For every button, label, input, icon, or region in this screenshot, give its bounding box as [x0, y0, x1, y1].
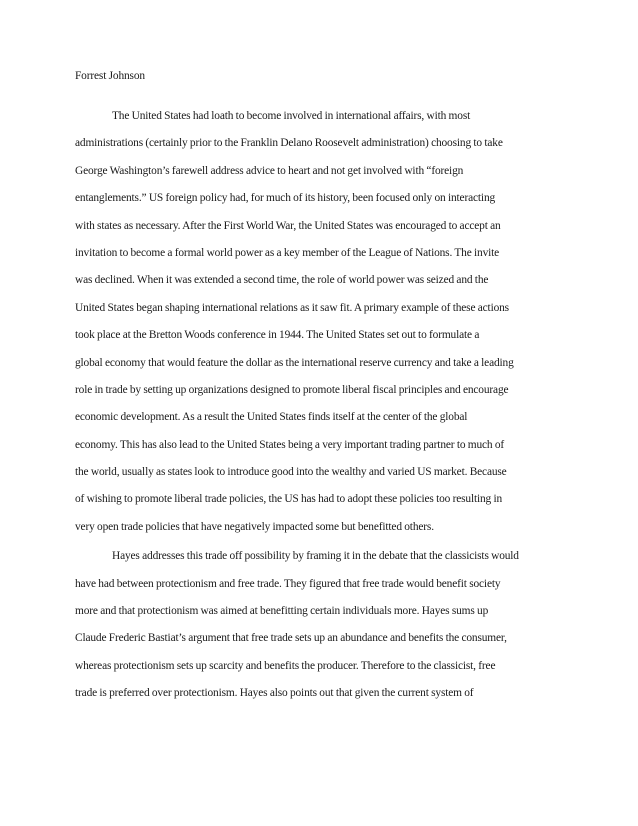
paragraph-line: administrations (certainly prior to the Franklin Delano Roosevelt administration) choosing to take [75, 137, 503, 150]
paragraph-line: trade is preferred over protectionism. Hayes also points out that given the current system of [75, 687, 474, 700]
paragraph-line: have had between protectionism and free trade. They figured that free trade would benefit society [75, 577, 501, 590]
paragraph-line: was declined. When it was extended a second time, the role of world power was seized and the [75, 274, 489, 287]
paragraph-2 [75, 543, 545, 707]
paragraph-1 [75, 103, 545, 541]
paragraph-line: entanglements.” US foreign policy had, for much of its history, been focused only on interacting [75, 192, 496, 205]
paragraph-line: whereas protectionism sets up scarcity and benefits the producer. Therefore to the classicist, free [75, 659, 496, 672]
paragraph-line: global economy that would feature the dollar as the international reserve currency and take a leading [75, 356, 514, 369]
paragraph-line: United States began shaping international relations as it saw fit. A primary example of these actions [75, 301, 509, 314]
paragraph-line: took place at the Bretton Woods conference in 1944. The United States set out to formulate a [75, 329, 480, 342]
document-body [75, 103, 545, 708]
paragraph-line: more and that protectionism was aimed at benefitting certain individuals more. Hayes sums up [75, 605, 489, 618]
paragraph-line: role in trade by setting up organizations designed to promote liberal fiscal principles and encourage [75, 383, 509, 396]
author-name: Forrest Johnson [75, 70, 145, 82]
paragraph-line: of wishing to promote liberal trade policies, the US has had to adopt these policies too resulting in [75, 493, 503, 506]
paragraph-line: Hayes addresses this trade off possibility by framing it in the debate that the classicists would [112, 550, 519, 563]
paragraph-line: invitation to become a formal world power as a key member of the League of Nations. The invite [75, 246, 500, 259]
paragraph-line: economic development. As a result the United States finds itself at the center of the global [75, 411, 468, 424]
paragraph-line: The United States had loath to become involved in international affairs, with most [112, 110, 471, 122]
paragraph-line: economy. This has also lead to the United States being a very important trading partner to much of [75, 438, 505, 451]
paragraph-line: the world, usually as states look to introduce good into the wealthy and varied US market. Because [75, 466, 507, 479]
paragraph-line: very open trade policies that have negatively impacted some but benefitted others. [75, 520, 434, 533]
paragraph-line: Claude Frederic Bastiat’s argument that free trade sets up an abundance and benefits the consumer, [75, 632, 507, 645]
paragraph-line: George Washington’s farewell address advice to heart and not get involved with “foreign [75, 164, 464, 177]
paragraph-line: with states as necessary. After the First World War, the United States was encouraged to accept an [75, 219, 501, 232]
